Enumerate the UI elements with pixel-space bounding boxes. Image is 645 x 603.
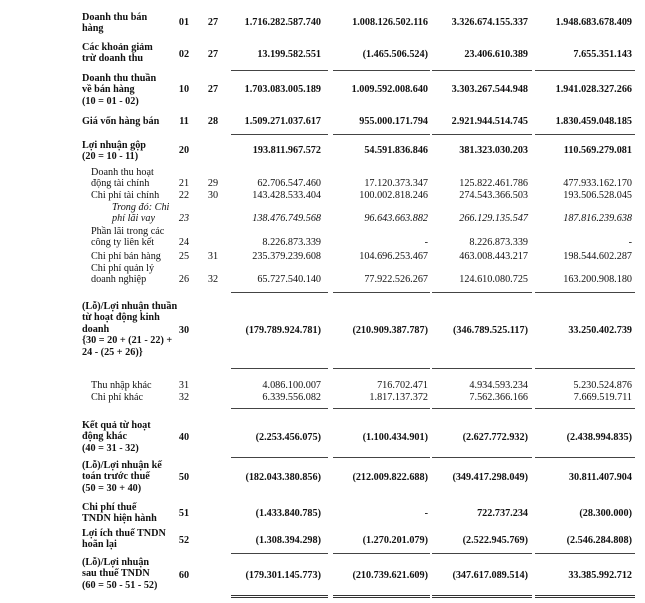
value-cell: (2.253.456.075) — [255, 432, 321, 443]
value-cell: 722.737.234 — [477, 508, 528, 519]
value-cell: 1.703.083.005.189 — [244, 84, 321, 95]
value-cell: (346.789.525.117) — [453, 325, 528, 336]
underline-rule — [535, 134, 635, 135]
value-cell: 187.816.239.638 — [563, 213, 632, 224]
row-note: 30 — [207, 190, 219, 201]
row-note: 32 — [207, 274, 219, 285]
value-cell: 33.250.402.739 — [568, 325, 632, 336]
value-cell: 1.830.459.048.185 — [555, 116, 632, 127]
value-cell: 235.379.239.608 — [252, 251, 321, 262]
row-label: Chi phí quản lý doanh nghiệp — [91, 263, 155, 286]
underline-rule — [535, 368, 635, 369]
value-cell: 54.591.836.846 — [364, 145, 428, 156]
row-note: 27 — [207, 49, 219, 60]
underline-rule — [231, 134, 328, 135]
value-cell: 1.941.028.327.266 — [555, 84, 632, 95]
value-cell: 23.406.610.389 — [464, 49, 528, 60]
row-label: Kết quả từ hoạt động khác (40 = 31 - 32) — [82, 420, 151, 454]
row-label: (Lỗ)/Lợi nhuận sau thuế TNDN (60 = 50 - 51 - 52) — [82, 557, 158, 591]
value-cell: 100.002.818.246 — [359, 190, 428, 201]
value-cell: 124.610.080.725 — [459, 274, 528, 285]
row-note: 31 — [207, 251, 219, 262]
value-cell: 17.120.373.347 — [364, 178, 428, 189]
value-cell: 1.716.282.587.740 — [244, 17, 321, 28]
row-code: 50 — [178, 472, 190, 483]
value-cell: (210.739.621.609) — [352, 570, 428, 581]
value-cell: 1.009.592.008.640 — [351, 84, 428, 95]
value-cell: 463.008.443.217 — [459, 251, 528, 262]
value-cell: 104.696.253.467 — [359, 251, 428, 262]
value-cell: (2.522.945.769) — [462, 535, 528, 546]
underline-rule — [333, 292, 430, 293]
underline-rule — [231, 368, 328, 369]
row-code: 26 — [178, 274, 190, 285]
value-cell: 1.509.271.037.617 — [244, 116, 321, 127]
value-cell: 96.643.663.882 — [364, 213, 428, 224]
value-cell: 193.506.528.045 — [563, 190, 632, 201]
underline-rule — [231, 408, 328, 409]
underline-rule — [535, 70, 635, 71]
underline-rule — [333, 408, 430, 409]
value-cell: 13.199.582.551 — [257, 49, 321, 60]
row-note: 29 — [207, 178, 219, 189]
value-cell: 1.817.137.372 — [369, 392, 428, 403]
value-cell: (1.100.434.901) — [362, 432, 428, 443]
value-cell: 381.323.030.203 — [459, 145, 528, 156]
underline-rule — [231, 457, 328, 458]
underline-rule — [333, 553, 430, 554]
underline-rule — [432, 553, 532, 554]
value-cell: - — [628, 237, 632, 248]
row-code: 22 — [178, 190, 190, 201]
value-cell: 8.226.873.339 — [469, 237, 528, 248]
value-cell: (179.789.924.781) — [245, 325, 321, 336]
value-cell: - — [424, 508, 428, 519]
row-label: Chi phí tài chính — [91, 190, 160, 201]
row-label: Chi phí thuế TNDN hiện hành — [82, 502, 157, 525]
value-cell: (349.417.298.049) — [452, 472, 528, 483]
value-cell: 716.702.471 — [377, 380, 428, 391]
value-cell: (347.617.089.514) — [452, 570, 528, 581]
total-double-rule — [432, 595, 532, 598]
value-cell: 266.129.135.547 — [459, 213, 528, 224]
row-label: Các khoản giảm trừ doanh thu — [82, 42, 153, 65]
row-code: 23 — [178, 213, 190, 224]
underline-rule — [333, 457, 430, 458]
value-cell: 7.655.351.143 — [573, 49, 632, 60]
value-cell: (182.043.380.856) — [245, 472, 321, 483]
row-code: 24 — [178, 237, 190, 248]
value-cell: (1.308.394.298) — [255, 535, 321, 546]
value-cell: (210.909.387.787) — [352, 325, 428, 336]
row-note: 27 — [207, 17, 219, 28]
value-cell: 1.948.683.678.409 — [555, 17, 632, 28]
row-code: 02 — [178, 49, 190, 60]
value-cell: 274.543.366.503 — [459, 190, 528, 201]
row-code: 32 — [178, 392, 190, 403]
value-cell: 193.811.967.572 — [252, 145, 321, 156]
value-cell: (2.627.772.932) — [462, 432, 528, 443]
row-label: Doanh thu hoạt động tài chính — [91, 167, 154, 190]
underline-rule — [432, 292, 532, 293]
row-code: 51 — [178, 508, 190, 519]
value-cell: (179.301.145.773) — [245, 570, 321, 581]
value-cell: 3.326.674.155.337 — [451, 17, 528, 28]
row-label: Chi phí khác — [91, 392, 144, 403]
underline-rule — [432, 408, 532, 409]
row-code: 30 — [178, 325, 190, 336]
row-label: Lợi ích thuế TNDN hoãn lại — [82, 528, 166, 551]
underline-rule — [432, 368, 532, 369]
value-cell: 163.200.908.180 — [563, 274, 632, 285]
underline-rule — [432, 70, 532, 71]
value-cell: (1.433.840.785) — [255, 508, 321, 519]
underline-rule — [231, 70, 328, 71]
value-cell: (1.465.506.524) — [362, 49, 428, 60]
row-code: 52 — [178, 535, 190, 546]
underline-rule — [535, 553, 635, 554]
value-cell: 955.000.171.794 — [359, 116, 428, 127]
underline-rule — [535, 408, 635, 409]
value-cell: 7.669.519.711 — [573, 392, 632, 403]
value-cell: 33.385.992.712 — [568, 570, 632, 581]
underline-rule — [231, 292, 328, 293]
value-cell: 62.706.547.460 — [257, 178, 321, 189]
value-cell: (2.438.994.835) — [566, 432, 632, 443]
value-cell: 2.921.944.514.745 — [451, 116, 528, 127]
value-cell: 138.476.749.568 — [252, 213, 321, 224]
underline-rule — [432, 457, 532, 458]
row-code: 11 — [179, 116, 189, 127]
row-code: 01 — [178, 17, 190, 28]
value-cell: 4.934.593.234 — [469, 380, 528, 391]
value-cell: (212.009.822.688) — [352, 472, 428, 483]
row-label: Lợi nhuận gộp (20 = 10 - 11) — [82, 140, 146, 163]
row-code: 31 — [178, 380, 190, 391]
value-cell: 7.562.366.166 — [469, 392, 528, 403]
total-double-rule — [535, 595, 635, 598]
row-label: Chi phí bán hàng — [91, 251, 161, 262]
value-cell: 4.086.100.007 — [262, 380, 321, 391]
value-cell: (2.546.284.808) — [566, 535, 632, 546]
row-label: Doanh thu thuần về bán hàng (10 = 01 - 02) — [82, 73, 157, 107]
underline-rule — [333, 70, 430, 71]
value-cell: 110.569.279.081 — [563, 145, 632, 156]
value-cell: 198.544.602.287 — [563, 251, 632, 262]
underline-rule — [333, 134, 430, 135]
underline-rule — [535, 292, 635, 293]
row-label: (Lỗ)/Lợi nhuận kế toán trước thuế (50 = 30 + 40) — [82, 460, 162, 494]
value-cell: (1.270.201.079) — [362, 535, 428, 546]
row-code: 25 — [178, 251, 190, 262]
row-label: Doanh thu bán hàng — [82, 12, 148, 35]
row-label: Giá vốn hàng bán — [82, 116, 160, 127]
value-cell: 65.727.540.140 — [257, 274, 321, 285]
value-cell: 477.933.162.170 — [563, 178, 632, 189]
row-label: Phần lãi trong các công ty liên kết — [91, 226, 165, 249]
row-label: Trong đó: Chi phí lãi vay — [112, 202, 170, 225]
value-cell: 77.922.526.267 — [364, 274, 428, 285]
underline-rule — [535, 457, 635, 458]
row-code: 40 — [178, 432, 190, 443]
value-cell: 1.008.126.502.116 — [352, 17, 428, 28]
row-code: 10 — [178, 84, 190, 95]
underline-rule — [231, 553, 328, 554]
value-cell: 3.303.267.544.948 — [451, 84, 528, 95]
value-cell: 5.230.524.876 — [573, 380, 632, 391]
row-code: 20 — [178, 145, 190, 156]
total-double-rule — [333, 595, 430, 598]
row-note: 28 — [207, 116, 219, 127]
value-cell: (28.300.000) — [579, 508, 632, 519]
row-code: 60 — [178, 570, 190, 581]
total-double-rule — [231, 595, 328, 598]
value-cell: 8.226.873.339 — [262, 237, 321, 248]
underline-rule — [333, 368, 430, 369]
value-cell: 125.822.461.786 — [459, 178, 528, 189]
value-cell: 143.428.533.404 — [252, 190, 321, 201]
value-cell: - — [424, 237, 428, 248]
row-label: Thu nhập khác — [91, 380, 152, 391]
value-cell: 30.811.407.904 — [568, 472, 632, 483]
value-cell: 6.339.556.082 — [262, 392, 321, 403]
underline-rule — [432, 134, 532, 135]
row-note: 27 — [207, 84, 219, 95]
row-code: 21 — [178, 178, 190, 189]
row-label: (Lỗ)/Lợi nhuận thuần từ hoạt động kinh doanh {30 = 20 + (21 - 22) + 24 - (25 + 26)} — [82, 301, 178, 358]
